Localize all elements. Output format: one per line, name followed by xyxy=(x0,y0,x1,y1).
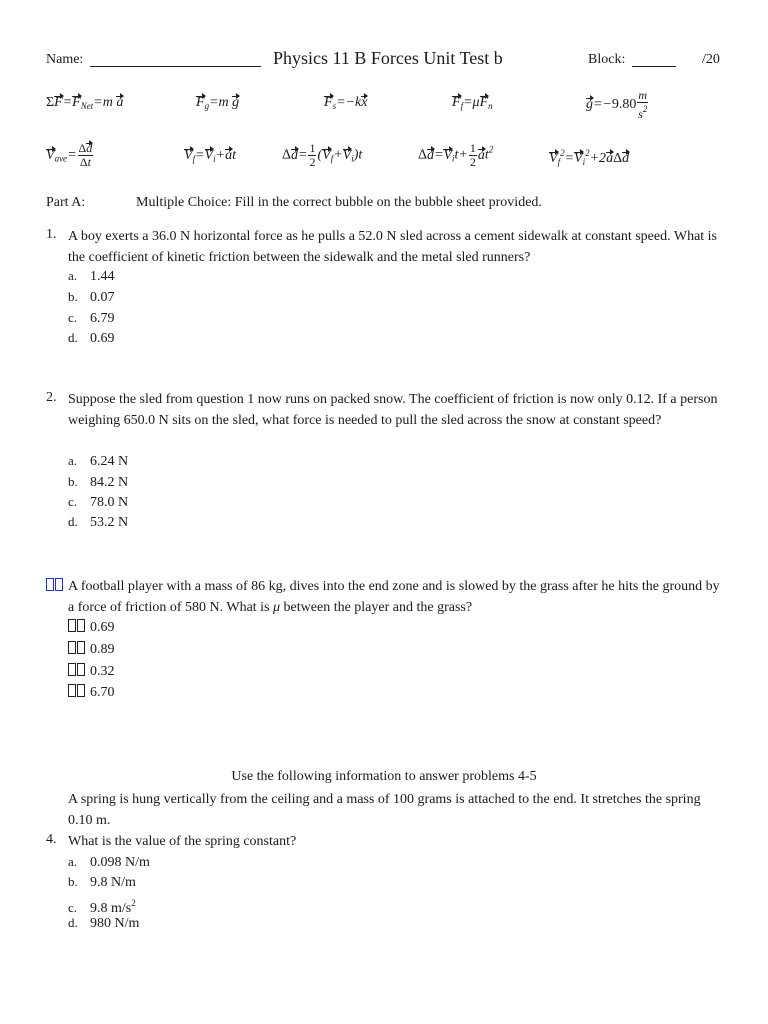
mu-symbol: μ xyxy=(273,600,281,615)
test-header xyxy=(46,50,726,72)
question-2-option-d[interactable] xyxy=(68,512,128,533)
option-text: 0.07 xyxy=(90,290,115,305)
question-3-option-b[interactable] xyxy=(68,640,115,660)
option-letter: b. xyxy=(68,474,78,489)
option-text: 53.2 N xyxy=(90,515,129,530)
spring-section-heading: Use the following information to answer problems 4-5 xyxy=(231,769,537,784)
name-label: Name: xyxy=(46,52,84,67)
option-text: 78.0 N xyxy=(90,495,129,510)
formula-spring-force: $F_s=-kx$ xyxy=(324,95,368,111)
option-text: 1.44 xyxy=(90,269,115,284)
option-text: 0.69 xyxy=(90,331,115,346)
part-a-label: Part A: xyxy=(46,195,86,210)
question-1-text: A boy exerts a 36.0 N horizontal force as he pulls a 52.0 N sled across a cement sidewalk at constant speed. What is the coefficient of kinetic friction between the sidewalk and the metal sled runners? xyxy=(68,229,718,265)
g-unit-den: s xyxy=(638,107,643,121)
missing-glyph-icon xyxy=(68,683,90,703)
option-letter: d. xyxy=(68,915,78,930)
option-text: 0.32 xyxy=(90,664,115,679)
question-3-option-c[interactable] xyxy=(68,662,115,682)
missing-glyph-icon xyxy=(68,640,90,660)
question-4-option-b[interactable] xyxy=(68,872,136,893)
g-unit-num: m xyxy=(638,88,648,102)
question-1-option-b[interactable] xyxy=(68,287,115,308)
formula-friction-force: $F_f=\mu F_n$ xyxy=(452,95,493,111)
option-text: 6.70 xyxy=(90,685,115,700)
name-blank-line xyxy=(90,66,261,67)
option-text: 6.79 xyxy=(90,311,115,326)
option-letter: b. xyxy=(68,289,78,304)
missing-glyph-icon xyxy=(68,662,90,682)
question-3-text xyxy=(68,576,728,618)
option-text: 84.2 N xyxy=(90,475,129,490)
formula-row-2 xyxy=(46,140,726,176)
formula-gravity-force: $F_g=m$ g xyxy=(196,95,240,111)
formula-row-1 xyxy=(46,88,726,123)
question-2-text: Suppose the sled from question 1 now runs on packed snow. The coefficient of friction is now only 0.12. If a person weighing 650.0 N sits on the sled, what force is needed to pull the sled across the snow at constant speed? xyxy=(68,392,718,428)
option-letter: b. xyxy=(68,874,78,889)
option-text: 9.8 m/s xyxy=(90,901,132,916)
question-2-option-a[interactable] xyxy=(68,451,128,472)
option-letter: d. xyxy=(68,330,78,345)
block-label: Block: xyxy=(588,52,626,67)
formula-velocity-squared: $V_f^2=V_i^2+2a\Delta d$ xyxy=(549,148,630,167)
question-2-option-b[interactable] xyxy=(68,472,128,493)
formula-displacement-average: Δd= $\frac{1}{2}$ $(V_f+V_i)t$ xyxy=(282,141,363,169)
question-1-option-d[interactable] xyxy=(68,328,115,349)
formula-final-velocity: $V_f=V_i+at$ xyxy=(184,148,236,164)
formula-net-force: $\Sigma F=F_{Net}=m$ a xyxy=(46,95,124,111)
question-2-number: 2. xyxy=(46,390,57,405)
question-2-option-c[interactable] xyxy=(68,492,128,513)
option-superscript: 2 xyxy=(131,898,136,908)
g-value: 9.80 xyxy=(611,97,637,113)
formula-gravity-accel: g=−9.80 $\frac{m}{s^2}$ xyxy=(586,88,648,121)
formula-displacement-accel: $\Delta d=V_it+$ $\frac{1}{2}$ $at^2$ xyxy=(418,141,494,169)
question-4-number: 4. xyxy=(46,832,57,847)
option-letter: c. xyxy=(68,310,78,325)
option-text: 980 N/m xyxy=(90,916,140,931)
question-4-text: What is the value of the spring constant? xyxy=(68,834,297,849)
block-blank-line xyxy=(632,66,676,67)
option-letter: a. xyxy=(68,268,78,283)
question-4-option-a[interactable] xyxy=(68,852,150,873)
question-3-text-end: between the player and the grass? xyxy=(280,600,473,615)
missing-glyph-icon xyxy=(68,618,90,638)
question-3-option-a[interactable] xyxy=(68,618,115,638)
spring-section-text: A spring is hung vertically from the ceiling and a mass of 100 grams is attached to the end. It stretches the spring 0.10 m. xyxy=(68,792,701,828)
page-title: Physics 11 B Forces Unit Test b xyxy=(273,48,503,68)
question-4-option-d[interactable] xyxy=(68,913,139,934)
option-text: 0.89 xyxy=(90,642,115,657)
option-text: 6.24 N xyxy=(90,454,129,469)
option-text: 0.098 N/m xyxy=(90,855,150,870)
option-letter: c. xyxy=(68,494,78,509)
option-letter: d. xyxy=(68,514,78,529)
option-text: 0.69 xyxy=(90,620,115,635)
question-3-option-d[interactable] xyxy=(68,683,115,703)
question-1-number: 1. xyxy=(46,227,57,242)
formula-average-velocity: $V_{ave}=$ $\frac{\Delta d}{\Delta t}$ xyxy=(46,141,93,169)
question-3-text-start: A football player with a mass of 86 kg, dives into the end zone and is slowed by the grass after he hits the ground by a force of friction of 580 N. What is xyxy=(68,579,720,615)
part-a-instructions: Multiple Choice: Fill in the correct bubble on the bubble sheet provided. xyxy=(136,195,542,210)
question-3-number-glyph-icon xyxy=(46,578,64,595)
option-text: 9.8 N/m xyxy=(90,875,136,890)
question-1-option-c[interactable] xyxy=(68,308,115,329)
option-letter: c. xyxy=(68,900,78,915)
question-1-option-a[interactable] xyxy=(68,266,115,287)
score-total: /20 xyxy=(702,52,720,67)
option-letter: a. xyxy=(68,453,78,468)
option-letter: a. xyxy=(68,854,78,869)
